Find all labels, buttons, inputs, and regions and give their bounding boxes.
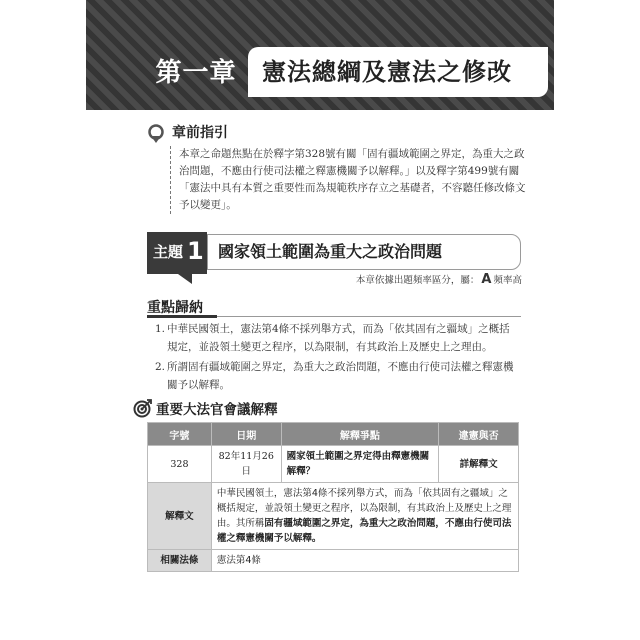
interpretation-text-plain: 中華民國領土，憲法第4條不採列舉方式，而為「依其固有之疆域」之概括規定，並設領土變更之程序，以為限制，有其政治上及歷史上之理由。其所稱	[216, 488, 512, 529]
theme-tab-notch	[178, 274, 192, 284]
interpretation-text-label: 解釋文	[148, 483, 212, 550]
frequency-suffix: 頻率高	[493, 275, 522, 286]
related-law-label: 相關法條	[148, 550, 212, 572]
chapter-title: 憲法總綱及憲法之修改	[262, 58, 512, 86]
target-icon	[133, 398, 153, 418]
point-number: 1.	[155, 323, 166, 335]
summary-divider	[147, 316, 521, 317]
interpretation-text	[211, 483, 518, 550]
interpretation-table	[147, 422, 519, 572]
column-header: 違憲與否	[439, 423, 519, 446]
column-header: 解釋爭點	[281, 423, 439, 446]
frequency-note	[356, 272, 522, 289]
table-row	[148, 550, 519, 572]
theme-label: 主題	[153, 243, 184, 261]
related-law-value: 憲法第4條	[211, 550, 518, 572]
interpretation-verdict: 詳解釋文	[439, 446, 519, 483]
interpretation-heading: 重要大法官會議解釋	[156, 402, 278, 418]
chapter-number: 第一章	[155, 58, 237, 88]
table-row	[148, 483, 519, 550]
interpretation-text-bold: 固有疆域範圍之界定，為重大之政治問題，不應由行使司法權之釋憲機關予以解釋。	[216, 518, 512, 544]
summary-heading: 重點歸納	[147, 300, 203, 316]
interpretation-date: 82年11月26日	[211, 446, 281, 483]
summary-point	[155, 320, 517, 356]
theme-title: 國家領土範圍為重大之政治問題	[218, 242, 443, 261]
summary-point	[155, 358, 517, 394]
table-header-row	[148, 423, 519, 446]
interpretation-issue: 國家領土範圍之界定得由釋憲機關解釋？	[281, 446, 439, 483]
guide-text: 本章之命題焦點在於釋字第328號有關「固有疆域範圍之界定，為重大之政治問題，不應由行使司法權之釋憲機關予以解釋。」以及釋字第499號有關「憲法中具有本質之重要性而為規範秩序存立之基礎者，不容聽任修改條文予以變更」。	[170, 146, 527, 214]
column-header: 日期	[211, 423, 281, 446]
point-text: 所謂固有疆域範圍之界定，為重大之政治問題，不應由行使司法權之釋憲機關予以解釋。	[167, 361, 514, 391]
column-header: 字號	[148, 423, 212, 446]
theme-number: 1	[187, 237, 204, 265]
location-pin-icon	[147, 124, 165, 144]
point-number: 2.	[155, 361, 166, 373]
guide-label: 章前指引	[172, 125, 228, 141]
frequency-prefix: 本章依據出題頻率區分，屬：	[355, 275, 480, 286]
frequency-grade: A	[481, 272, 492, 287]
interpretation-number: 328	[148, 446, 212, 483]
summary-points	[155, 320, 517, 396]
point-text: 中華民國領土，憲法第4條不採列舉方式，而為「依其固有之疆域」之概括規定，並設領土變更之程序，以為限制，有其政治上及歷史上之理由。	[167, 323, 510, 353]
table-row	[148, 446, 519, 483]
